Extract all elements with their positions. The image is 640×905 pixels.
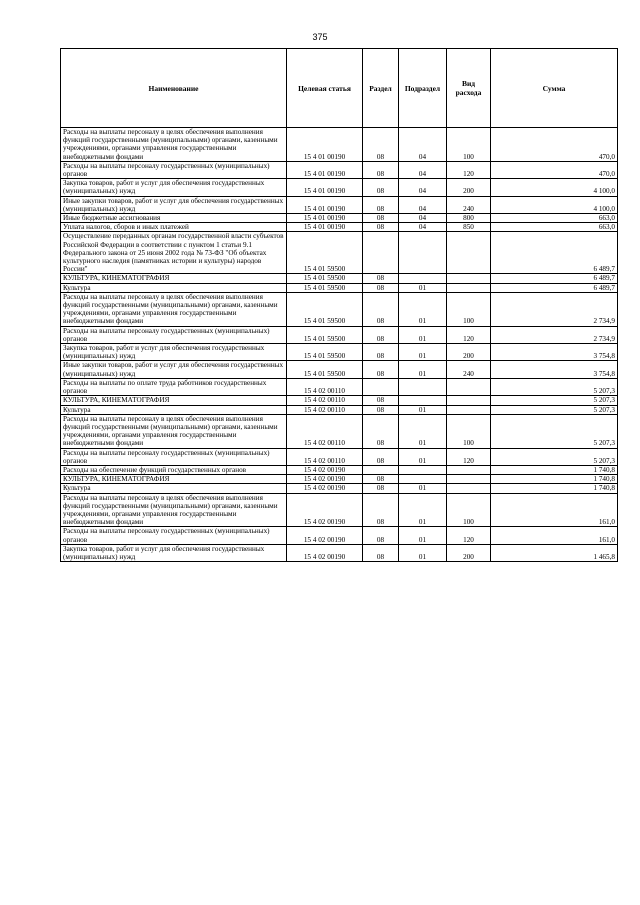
cell-name: Расходы на выплаты персоналу государственных (муниципальных) органов: [61, 326, 287, 343]
cell-kind: 100: [447, 292, 491, 326]
cell-kind: 800: [447, 214, 491, 223]
cell-kind: [447, 283, 491, 292]
cell-kind: 240: [447, 196, 491, 213]
cell-target: 15 4 02 00110: [287, 396, 363, 405]
cell-kind: 120: [447, 326, 491, 343]
cell-target: 15 4 02 00110: [287, 405, 363, 414]
table-row: [61, 274, 618, 283]
cell-section: 08: [363, 196, 399, 213]
table-row: [61, 179, 618, 196]
cell-sum: 5 207,3: [491, 378, 618, 395]
cell-subsection: 01: [399, 493, 447, 527]
cell-section: 08: [363, 475, 399, 484]
cell-sum: 2 734,9: [491, 292, 618, 326]
cell-name: Иные закупки товаров, работ и услуг для обеспечения государственных (муниципальных) нужд: [61, 361, 287, 378]
cell-target: 15 4 01 59500: [287, 361, 363, 378]
table-row: [61, 448, 618, 465]
table-row: [61, 361, 618, 378]
cell-sum: 663,0: [491, 223, 618, 232]
cell-section: 08: [363, 414, 399, 448]
col-header-kind: Вид расхода: [447, 49, 491, 128]
cell-name: Расходы на выплаты персоналу в целях обеспечения выполнения функций государственными (муниципальными) органами, казенными учреждениями, органами управления государственными внебюджетными фондами: [61, 493, 287, 527]
cell-kind: 120: [447, 161, 491, 178]
cell-target: 15 4 01 00190: [287, 128, 363, 162]
cell-subsection: 04: [399, 196, 447, 213]
cell-sum: 161,0: [491, 527, 618, 544]
cell-kind: [447, 274, 491, 283]
cell-name: КУЛЬТУРА, КИНЕМАТОГРАФИЯ: [61, 396, 287, 405]
cell-sum: 1 740,8: [491, 475, 618, 484]
cell-target: 15 4 02 00190: [287, 544, 363, 561]
table-row: [61, 414, 618, 448]
cell-subsection: 01: [399, 544, 447, 561]
table-row: [61, 196, 618, 213]
cell-sum: 6 489,7: [491, 274, 618, 283]
cell-section: 08: [363, 405, 399, 414]
cell-kind: 200: [447, 179, 491, 196]
col-header-subsection: Подраздел: [399, 49, 447, 128]
cell-sum: 4 100,0: [491, 179, 618, 196]
cell-section: 08: [363, 344, 399, 361]
cell-sum: 1 740,8: [491, 484, 618, 493]
cell-kind: 100: [447, 493, 491, 527]
cell-subsection: 01: [399, 405, 447, 414]
cell-section: 08: [363, 179, 399, 196]
table-row: [61, 396, 618, 405]
table-row: [61, 161, 618, 178]
table-row: [61, 527, 618, 544]
cell-subsection: [399, 465, 447, 474]
cell-target: 15 4 02 00190: [287, 484, 363, 493]
cell-sum: 663,0: [491, 214, 618, 223]
cell-section: [363, 465, 399, 474]
cell-subsection: 01: [399, 326, 447, 343]
cell-section: 08: [363, 361, 399, 378]
cell-target: 15 4 01 00190: [287, 179, 363, 196]
cell-target: 15 4 01 59500: [287, 283, 363, 292]
cell-kind: 850: [447, 223, 491, 232]
cell-subsection: 01: [399, 344, 447, 361]
cell-subsection: 01: [399, 527, 447, 544]
cell-target: 15 4 02 00190: [287, 465, 363, 474]
cell-name: Расходы на выплаты персоналу в целях обеспечения выполнения функций государственными (муниципальными) органами, казенными учреждениями, органами управления государственными внебюджетными фондами: [61, 414, 287, 448]
cell-subsection: [399, 475, 447, 484]
cell-kind: [447, 396, 491, 405]
table-row: [61, 465, 618, 474]
cell-target: 15 4 01 59500: [287, 326, 363, 343]
cell-sum: 161,0: [491, 493, 618, 527]
cell-section: 08: [363, 396, 399, 405]
cell-target: 15 4 01 59500: [287, 274, 363, 283]
cell-subsection: 01: [399, 361, 447, 378]
cell-section: 08: [363, 493, 399, 527]
cell-name: Иные бюджетные ассигнования: [61, 214, 287, 223]
cell-name: Расходы на выплаты персоналу в целях обеспечения выполнения функций государственными (муниципальными) органами, казенными учреждениями, органами управления государственными внебюджетными фондами: [61, 128, 287, 162]
cell-subsection: 04: [399, 128, 447, 162]
cell-kind: 100: [447, 128, 491, 162]
cell-target: 15 4 01 00190: [287, 161, 363, 178]
cell-name: Расходы на обеспечение функций государственных органов: [61, 465, 287, 474]
cell-name: Закупка товаров, работ и услуг для обеспечения государственных (муниципальных) нужд: [61, 179, 287, 196]
table-row: [61, 484, 618, 493]
cell-target: 15 4 02 00110: [287, 378, 363, 395]
cell-subsection: [399, 232, 447, 274]
cell-sum: 5 207,3: [491, 396, 618, 405]
table-row: [61, 223, 618, 232]
table-row: [61, 378, 618, 395]
table-header-row: [61, 49, 618, 128]
cell-target: 15 4 01 59500: [287, 344, 363, 361]
cell-sum: 3 754,8: [491, 361, 618, 378]
cell-target: 15 4 01 59500: [287, 232, 363, 274]
cell-subsection: 01: [399, 292, 447, 326]
cell-target: 15 4 02 00110: [287, 414, 363, 448]
cell-kind: 200: [447, 344, 491, 361]
col-header-section: Раздел: [363, 49, 399, 128]
cell-target: 15 4 01 59500: [287, 292, 363, 326]
table-row: [61, 344, 618, 361]
cell-name: Расходы на выплаты персоналу государственных (муниципальных) органов: [61, 448, 287, 465]
cell-kind: 200: [447, 544, 491, 561]
cell-sum: 1 740,8: [491, 465, 618, 474]
cell-section: 08: [363, 128, 399, 162]
cell-name: Осуществление переданных органам государственной власти субъектов Российской Федерации в соответствии с пунктом 1 статьи 9.1 Федерального закона от 25 июня 2002 года № 73-ФЗ "Об объектах культурного наследия (памятниках истории и культуры) народов России": [61, 232, 287, 274]
cell-sum: 3 754,8: [491, 344, 618, 361]
cell-target: 15 4 02 00190: [287, 493, 363, 527]
cell-sum: 6 489,7: [491, 232, 618, 274]
table-row: [61, 405, 618, 414]
cell-name: Расходы на выплаты персоналу государственных (муниципальных) органов: [61, 161, 287, 178]
cell-name: Закупка товаров, работ и услуг для обеспечения государственных (муниципальных) нужд: [61, 344, 287, 361]
cell-subsection: [399, 378, 447, 395]
cell-subsection: 04: [399, 214, 447, 223]
page-number: 375: [312, 32, 328, 42]
cell-name: Иные закупки товаров, работ и услуг для обеспечения государственных (муниципальных) нужд: [61, 196, 287, 213]
cell-sum: 1 465,8: [491, 544, 618, 561]
cell-kind: [447, 465, 491, 474]
cell-section: 08: [363, 544, 399, 561]
cell-section: 08: [363, 283, 399, 292]
cell-section: 08: [363, 448, 399, 465]
col-header-sum: Сумма: [491, 49, 618, 128]
cell-subsection: 01: [399, 484, 447, 493]
budget-table: [60, 48, 618, 562]
cell-name: Культура: [61, 405, 287, 414]
table-row: [61, 214, 618, 223]
cell-section: 08: [363, 223, 399, 232]
cell-subsection: 01: [399, 448, 447, 465]
col-header-target: Целевая статья: [287, 49, 363, 128]
cell-subsection: 04: [399, 179, 447, 196]
cell-target: 15 4 02 00190: [287, 527, 363, 544]
cell-target: 15 4 01 00190: [287, 223, 363, 232]
cell-name: Закупка товаров, работ и услуг для обеспечения государственных (муниципальных) нужд: [61, 544, 287, 561]
table-row: [61, 128, 618, 162]
cell-sum: 2 734,9: [491, 326, 618, 343]
cell-kind: 240: [447, 361, 491, 378]
cell-section: [363, 232, 399, 274]
cell-sum: 470,0: [491, 161, 618, 178]
table-row: [61, 326, 618, 343]
cell-section: 08: [363, 292, 399, 326]
cell-kind: [447, 378, 491, 395]
cell-name: Расходы на выплаты по оплате труда работников государственных органов: [61, 378, 287, 395]
cell-name: Расходы на выплаты персоналу в целях обеспечения выполнения функций государственными (муниципальными) органами, казенными учреждениями, органами управления государственными внебюджетными фондами: [61, 292, 287, 326]
cell-name: Культура: [61, 484, 287, 493]
table-row: [61, 475, 618, 484]
cell-kind: [447, 475, 491, 484]
cell-kind: [447, 232, 491, 274]
cell-sum: 470,0: [491, 128, 618, 162]
cell-name: КУЛЬТУРА, КИНЕМАТОГРАФИЯ: [61, 475, 287, 484]
cell-subsection: 01: [399, 414, 447, 448]
cell-sum: 6 489,7: [491, 283, 618, 292]
cell-name: КУЛЬТУРА, КИНЕМАТОГРАФИЯ: [61, 274, 287, 283]
cell-target: 15 4 01 00190: [287, 196, 363, 213]
cell-name: Расходы на выплаты персоналу государственных (муниципальных) органов: [61, 527, 287, 544]
table-row: [61, 292, 618, 326]
cell-target: 15 4 02 00190: [287, 475, 363, 484]
cell-section: 08: [363, 527, 399, 544]
cell-kind: 120: [447, 527, 491, 544]
cell-section: 08: [363, 161, 399, 178]
col-header-name: Наименование: [61, 49, 287, 128]
cell-target: 15 4 02 00110: [287, 448, 363, 465]
cell-subsection: 04: [399, 161, 447, 178]
cell-subsection: 01: [399, 283, 447, 292]
cell-subsection: [399, 396, 447, 405]
cell-section: 08: [363, 326, 399, 343]
cell-kind: [447, 405, 491, 414]
cell-section: 08: [363, 214, 399, 223]
table-row: [61, 232, 618, 274]
cell-kind: [447, 484, 491, 493]
cell-subsection: 04: [399, 223, 447, 232]
cell-subsection: [399, 274, 447, 283]
cell-target: 15 4 01 00190: [287, 214, 363, 223]
cell-name: Уплата налогов, сборов и иных платежей: [61, 223, 287, 232]
table-row: [61, 283, 618, 292]
cell-sum: 5 207,3: [491, 405, 618, 414]
cell-sum: 4 100,0: [491, 196, 618, 213]
cell-kind: 100: [447, 414, 491, 448]
cell-sum: 5 207,3: [491, 414, 618, 448]
cell-section: [363, 378, 399, 395]
cell-section: 08: [363, 484, 399, 493]
table-row: [61, 493, 618, 527]
table-row: [61, 544, 618, 561]
cell-name: Культура: [61, 283, 287, 292]
cell-sum: 5 207,3: [491, 448, 618, 465]
cell-kind: 120: [447, 448, 491, 465]
cell-section: 08: [363, 274, 399, 283]
